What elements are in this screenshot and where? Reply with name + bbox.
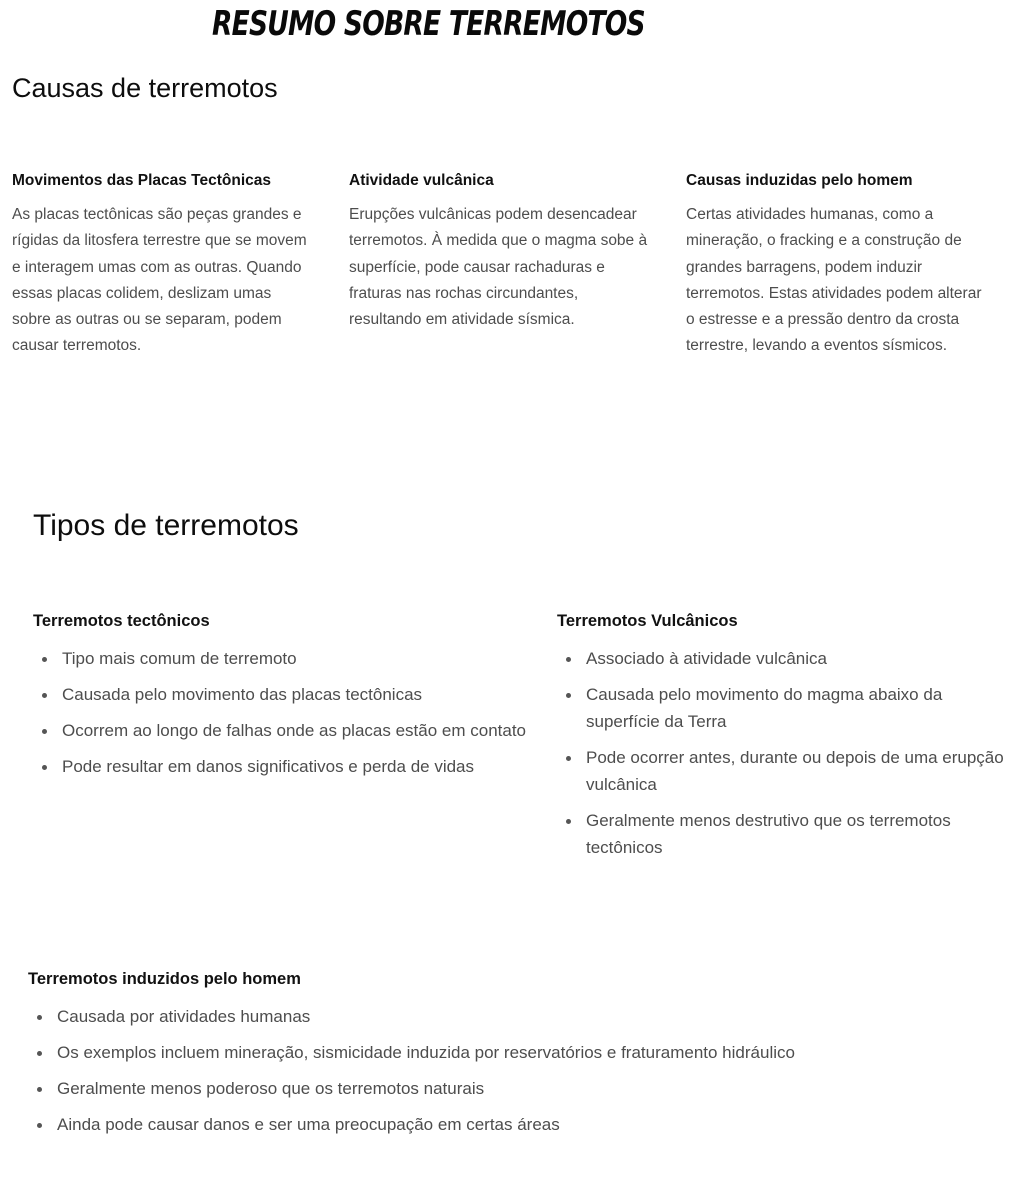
causes-section-title: Causas de terremotos [12,73,278,103]
cause-human-induced [686,172,986,360]
bullet-icon [42,657,47,662]
bullet-icon [42,765,47,770]
list-item [28,1039,988,1066]
bullet-icon [37,1015,42,1020]
cause-description: Certas atividades humanas, como a mineração, o fracking e a construção de grandes barragens, podem induzir terremotos. Estas atividades podem alterar o estresse e a pressão dentro da crosta terrestre, levando a eventos sísmicos. [686,206,982,355]
type-human-induced-earthquakes [28,970,988,1147]
list-item-text: Geralmente menos destrutivo que os terremotos tectônicos [586,811,951,857]
list-item-text: Ocorrem ao longo de falhas onde as placas estão em contato [62,721,527,740]
bullet-list [33,645,533,780]
list-item-text: Causada pelo movimento das placas tectônicas [62,685,423,704]
list-item-text: Causada pelo movimento do magma abaixo da superfície da Terra [586,685,943,731]
type-volcanic-earthquakes [557,612,1007,870]
bullet-icon [566,693,571,698]
list-item [33,717,533,744]
list-item [557,645,1007,672]
cause-description: As placas tectônicas são peças grandes e rígidas da litosfera terrestre que se movem e interagem umas com as outras. Quando essas placas colidem, deslizam umas sobre as outras ou se separam, podem causar terremotos. [12,206,307,355]
list-item-text: Pode resultar em danos significativos e perda de vidas [62,757,475,776]
type-heading: Terremotos induzidos pelo homem [28,970,301,988]
list-item [33,645,533,672]
list-item-text: Ainda pode causar danos e ser uma preocupação em certas áreas [57,1115,560,1134]
bullet-icon [42,693,47,698]
list-item [33,753,533,780]
bullet-list [557,645,1007,861]
bullet-icon [566,756,571,761]
list-item [28,1003,988,1030]
list-item [28,1111,988,1138]
list-item [557,681,1007,735]
list-item [557,807,1007,861]
type-tectonic-earthquakes [33,612,533,789]
list-item-text: Geralmente menos poderoso que os terremotos naturais [57,1079,485,1098]
cause-description: Erupções vulcânicas podem desencadear terremotos. À medida que o magma sobe à superfície, pode causar rachaduras e fraturas nas rochas circundantes, resultando em atividade sísmica. [349,206,648,329]
list-item-text: Causada por atividades humanas [57,1007,311,1026]
list-item-text: Os exemplos incluem mineração, sismicidade induzida por reservatórios e fraturamento hidráulico [57,1043,795,1062]
list-item [28,1075,988,1102]
list-item [557,744,1007,798]
bullet-icon [42,729,47,734]
type-heading: Terremotos Vulcânicos [557,612,738,630]
bullet-icon [37,1087,42,1092]
bullet-icon [566,819,571,824]
types-section-title: Tipos de terremotos [33,509,299,542]
cause-heading: Atividade vulcânica [349,172,494,189]
document-title: RESUMO SOBRE TERREMOTOS [212,4,645,44]
list-item-text: Pode ocorrer antes, durante ou depois de uma erupção vulcânica [586,748,1004,794]
cause-tectonic-plates [12,172,312,360]
list-item [33,681,533,708]
cause-heading: Movimentos das Placas Tectônicas [12,172,272,189]
bullet-icon [37,1051,42,1056]
cause-volcanic-activity [349,172,654,333]
type-heading: Terremotos tectônicos [33,612,210,630]
bullet-icon [37,1123,42,1128]
cause-heading: Causas induzidas pelo homem [686,172,913,189]
list-item-text: Tipo mais comum de terremoto [62,649,297,668]
list-item-text: Associado à atividade vulcânica [586,649,827,668]
bullet-list [28,1003,988,1138]
bullet-icon [566,657,571,662]
